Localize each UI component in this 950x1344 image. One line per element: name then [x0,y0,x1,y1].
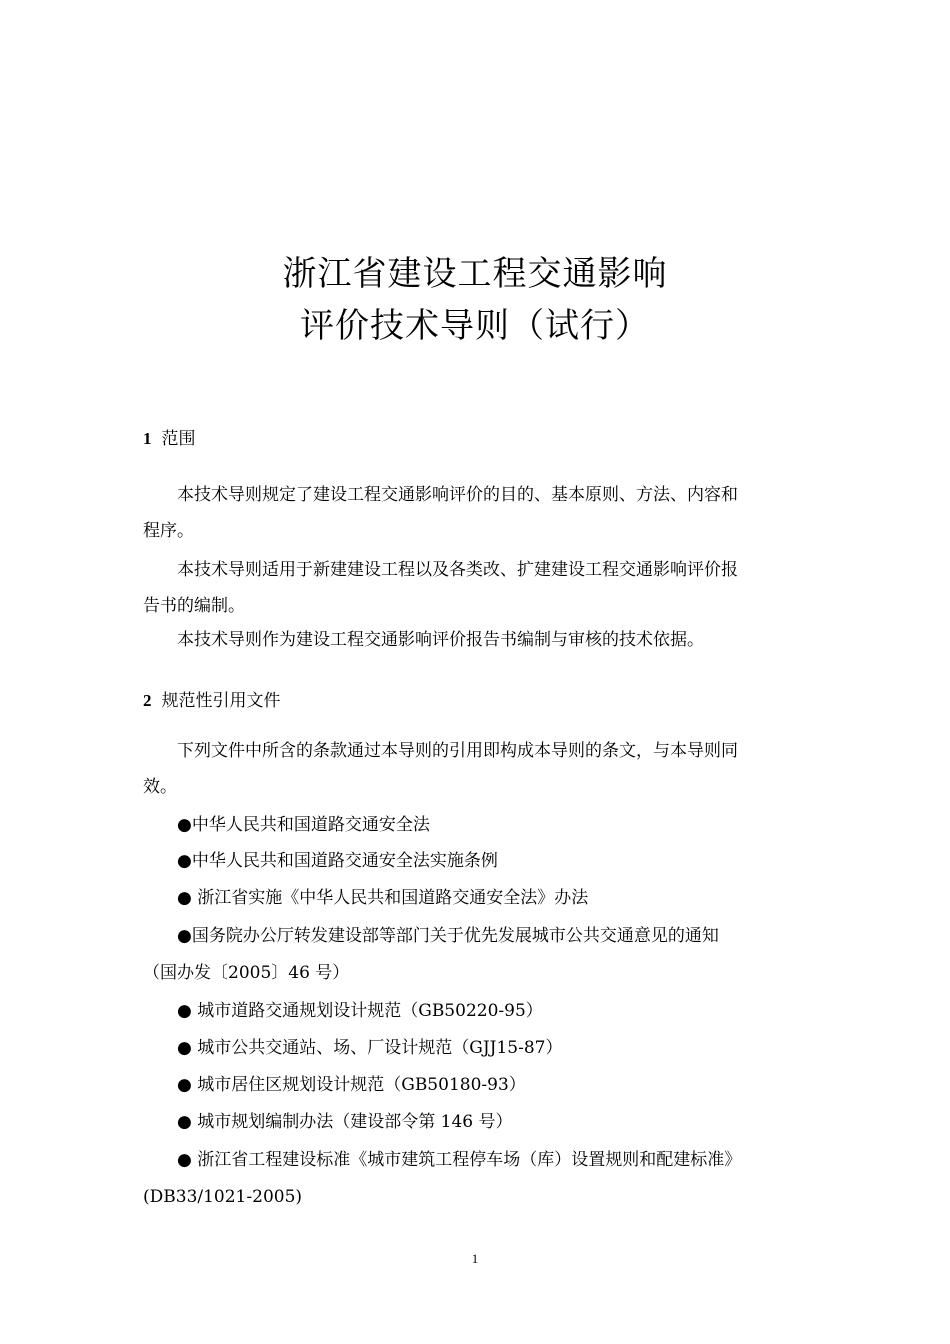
reference-item-continuation: (DB33/1021-2005) [143,1187,303,1207]
paragraph-line: 本技术导则适用于新建建设工程以及各类改、扩建建设工程交通影响评价报 [177,560,738,580]
section-title: 规范性引用文件 [161,691,281,711]
reference-item: ● 城市道路交通规划设计规范（GB50220-95） [177,1001,543,1021]
paragraph-line: 程序。 [143,521,194,541]
paragraph-line: 效。 [143,777,177,797]
paragraph-basis [143,622,811,658]
section-title: 范围 [161,429,196,449]
reference-item: ● 城市居住区规划设计规范（GB50180-93） [177,1075,526,1095]
paragraph-line: 下列文件中所含的条款通过本导则的引用即构成本导则的条文，与本导则同 [177,741,738,761]
page-number: 1 [471,1251,479,1266]
reference-item: ● 浙江省实施《中华人民共和国道路交通安全法》办法 [177,888,589,908]
paragraph-scope [143,477,811,549]
reference-item: ● 城市公共交通站、场、厂设计规范（GJJ15-87） [177,1038,563,1058]
section-number: 1 [143,429,152,448]
reference-item: ● 城市规划编制办法（建设部令第 146 号） [177,1112,513,1132]
title-line-2: 评价技术导则（试行） [300,306,650,346]
reference-item: ●中华人民共和国道路交通安全法实施条例 [177,851,498,871]
paragraph-references-intro [143,733,811,805]
paragraph-line: 本技术导则作为建设工程交通影响评价报告书编制与审核的技术依据。 [177,630,704,650]
reference-item-continuation: （国办发〔2005〕46 号） [143,963,350,983]
title-line-1: 浙江省建设工程交通影响 [282,254,668,294]
reference-item: ●中华人民共和国道路交通安全法 [177,815,430,835]
section-1-heading [143,427,196,451]
paragraph-applicability [143,552,811,624]
paragraph-line: 告书的编制。 [143,596,245,616]
paragraph-line: 本技术导则规定了建设工程交通影响评价的目的、基本原则、方法、内容和 [177,485,738,505]
section-number: 2 [143,691,152,710]
reference-item: ● 浙江省工程建设标准《城市建筑工程停车场（库）设置规则和配建标准》 [177,1150,742,1170]
reference-item: ●国务院办公厅转发建设部等部门关于优先发展城市公共交通意见的通知 [177,926,719,946]
section-2-heading [143,689,281,713]
